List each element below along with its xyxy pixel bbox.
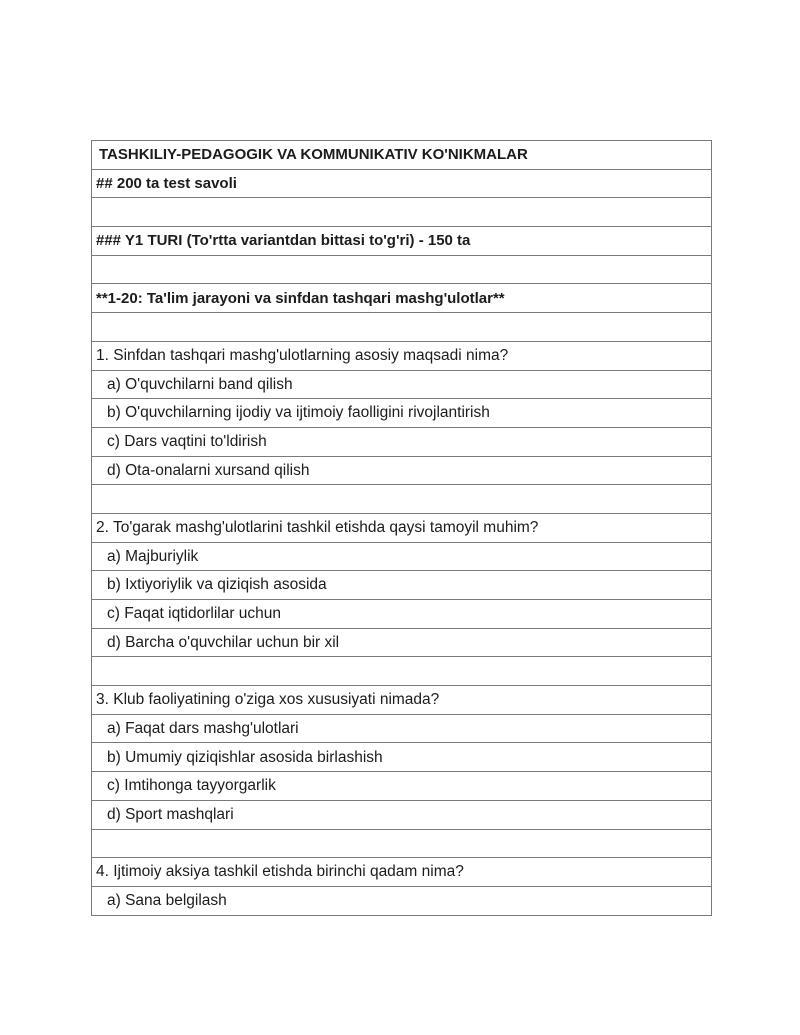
question-1: 1. Sinfdan tashqari mashg'ulotlarning asosiy maqsadi nima? bbox=[92, 342, 711, 371]
question-3-option-d: d) Sport mashqlari bbox=[92, 801, 711, 830]
question-2-option-b: b) Ixtiyoriylik va qiziqish asosida bbox=[92, 571, 711, 600]
document-title: TASHKILIY-PEDAGOGIK VA KOMMUNIKATIV KO'NIKMALAR bbox=[92, 141, 711, 170]
question-2: 2. To'garak mashg'ulotlarini tashkil etishda qaysi tamoyil muhim? bbox=[92, 514, 711, 543]
section-heading: ### Y1 TURI (To'rtta variantdan bittasi to'g'ri) - 150 ta bbox=[92, 227, 711, 256]
question-3-option-c: c) Imtihonga tayyorgarlik bbox=[92, 772, 711, 801]
empty-row bbox=[92, 198, 711, 227]
question-1-option-c: c) Dars vaqtini to'ldirish bbox=[92, 428, 711, 457]
question-4-option-a: a) Sana belgilash bbox=[92, 887, 711, 916]
topic-heading: **1-20: Ta'lim jarayoni va sinfdan tashqari mashg'ulotlar** bbox=[92, 284, 711, 313]
question-3-option-b: b) Umumiy qiziqishlar asosida birlashish bbox=[92, 743, 711, 772]
question-1-option-d: d) Ota-onalarni xursand qilish bbox=[92, 457, 711, 486]
empty-row bbox=[92, 256, 711, 285]
question-3-option-a: a) Faqat dars mashg'ulotlari bbox=[92, 715, 711, 744]
question-4: 4. Ijtimoiy aksiya tashkil etishda birinchi qadam nima? bbox=[92, 858, 711, 887]
document-table bbox=[91, 140, 712, 916]
empty-row bbox=[92, 830, 711, 859]
empty-row bbox=[92, 313, 711, 342]
document-subtitle: ## 200 ta test savoli bbox=[92, 170, 711, 199]
question-3: 3. Klub faoliyatining o'ziga xos xususiyati nimada? bbox=[92, 686, 711, 715]
question-1-option-a: a) O'quvchilarni band qilish bbox=[92, 371, 711, 400]
question-2-option-c: c) Faqat iqtidorlilar uchun bbox=[92, 600, 711, 629]
question-2-option-d: d) Barcha o'quvchilar uchun bir xil bbox=[92, 629, 711, 658]
question-1-option-b: b) O'quvchilarning ijodiy va ijtimoiy faolligini rivojlantirish bbox=[92, 399, 711, 428]
empty-row bbox=[92, 657, 711, 686]
question-2-option-a: a) Majburiylik bbox=[92, 543, 711, 572]
empty-row bbox=[92, 485, 711, 514]
